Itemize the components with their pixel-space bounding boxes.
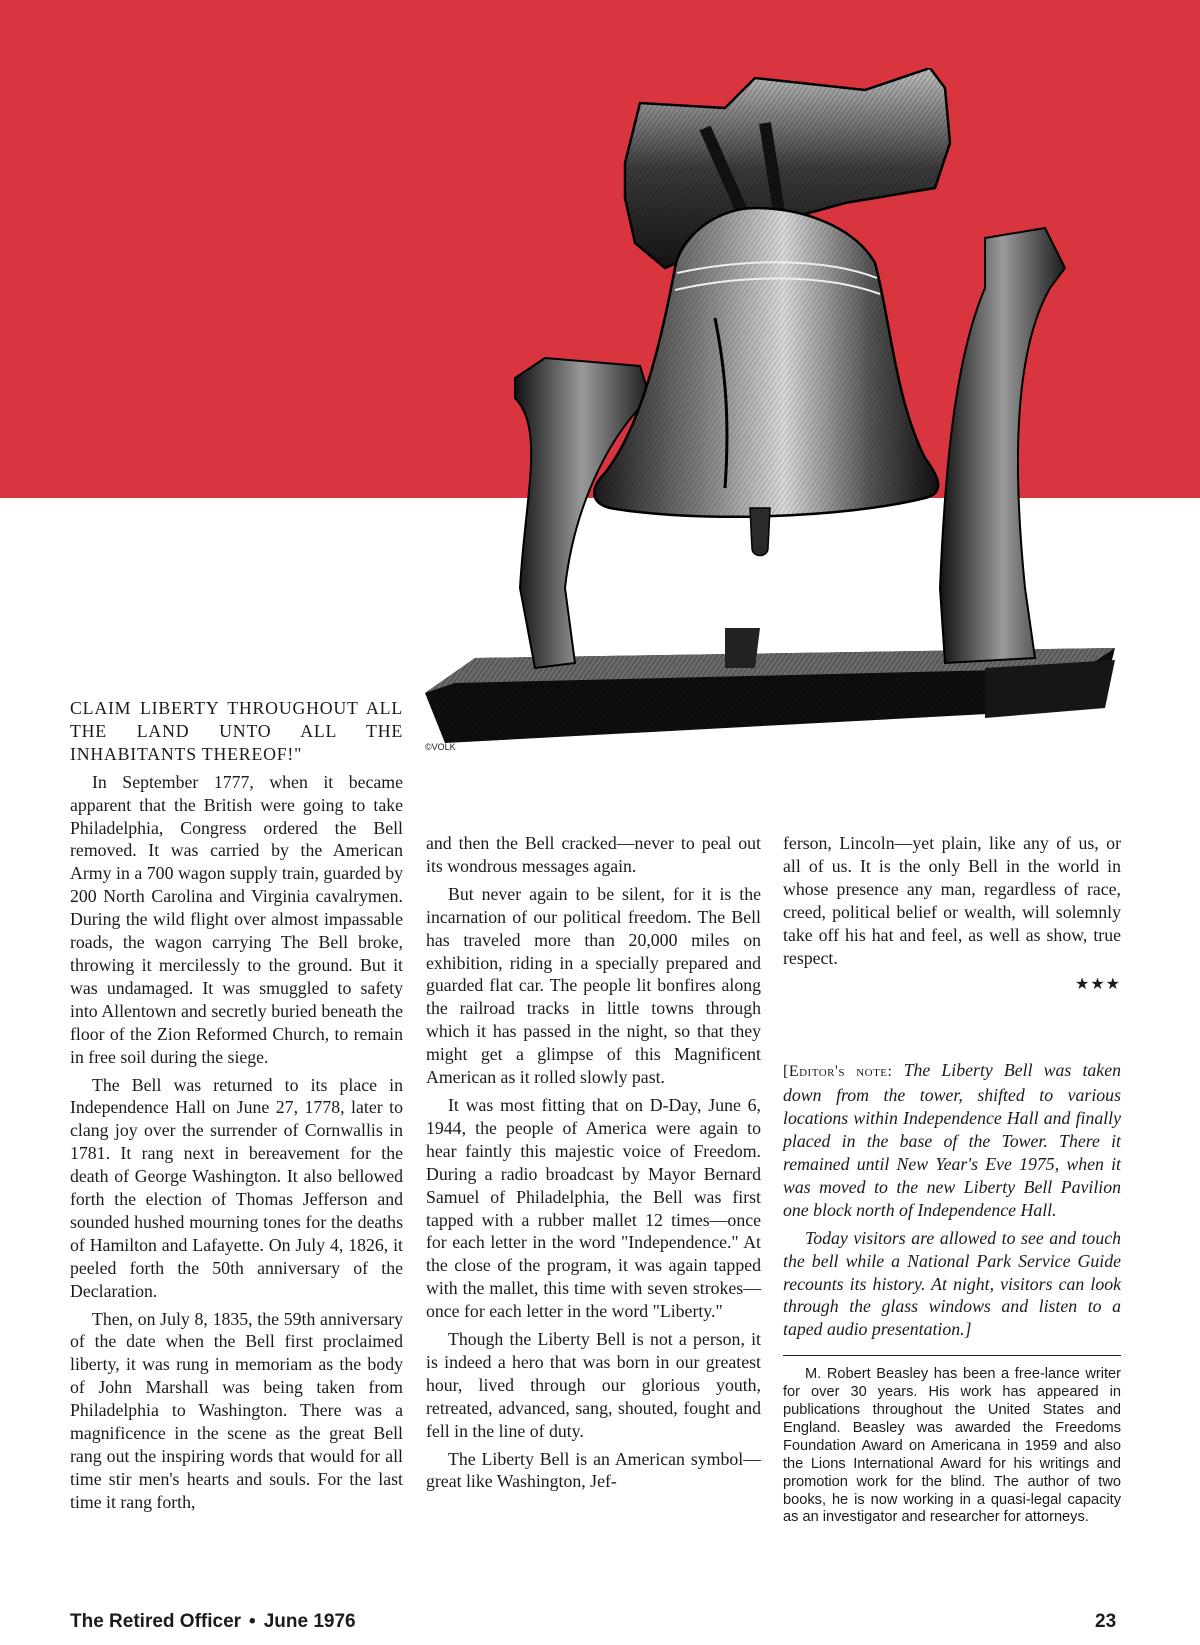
paragraph: It was most fitting that on D-Day, June 6, 1944, the people of America were again to hear faintly this majestic voice of Freedom. During a radio broadcast by Mayor Bernard Samuel of Philadelphia, the Bell was first tapped with a rubber mallet 12 times—once for each letter in the word "Independence." At the close of the program, it was again tapped with the mallet, this time with seven strokes—once for each letter in the word "Liberty."	[426, 1094, 761, 1322]
author-bio: M. Robert Beasley has been a free-lance writer for over 30 years. His work has appeared in publications throughout the United States and England. Beasley was awarded the Freedoms Foundation Award on Americana in 1959 and also the Lions International Award for his writings and promotion work for the blind. The author of two books, he is now working in a quasi-legal capacity as an investigator and researcher for attorneys.	[783, 1366, 1121, 1526]
editor-note-paragraph: Today visitors are allowed to see and touch the bell while a National Park Service Guide recounts its history. At night, visitors can look through the glass windows and listen to a taped audio presentation.]	[783, 1227, 1121, 1340]
publication-title: The Retired Officer	[70, 1611, 242, 1632]
editor-note	[783, 1059, 1121, 1341]
page-number: 23	[1095, 1611, 1117, 1632]
lead-quote: CLAIM LIBERTY THROUGHOUT ALL THE LAND UNTO ALL THE INHABITANTS THEREOF!"	[70, 698, 403, 764]
issue-date: June 1976	[263, 1611, 356, 1632]
paragraph: Though the Liberty Bell is not a person, it is indeed a hero that was born in our greatest hour, lived through our glorious youth, retreated, advanced, sang, shouted, fought and fell in the line of duty.	[426, 1329, 761, 1441]
paragraph: But never again to be silent, for it is the incarnation of our political freedom. The Bell has traveled more than 20,000 miles on exhibition, riding in a specially prepared and guarded flat car. The people lit bonfires along the railroad tracks in little towns through which it has passed in the night, so that they might get a glimpse of this Magnificent American as it rolled slowly past.	[426, 883, 761, 1088]
editor-note-text: The Liberty Bell was taken down from the tower, shifted to various locations within Independence Hall and finally placed in the base of the Tower. There it remained until New Year's Eve 1975, when it was moved to the new Liberty Bell Pavilion one block north of Independence Hall.	[783, 1060, 1121, 1220]
paragraph: Then, on July 8, 1835, the 59th anniversary of the date when the Bell first proclaimed liberty, it was rung in memoriam as the body of John Marshall was being taken from Philadelphia to Washington. There was a magnificence in the scene as the great Bell rang out the inspiring words that would for all time stir men's hearts and souls. For the last time it rang forth,	[70, 1308, 403, 1512]
paragraph: In September 1777, when it became apparent that the British were going to take Philadelphia, Congress ordered the Bell removed. It was carried by the American Army in a 700 wagon supply train, guarded by 200 North Carolina and Virginia cavalrymen. During the wild flight over almost impassable roads, the wagon carrying The Bell broke, throwing it mercilessly to the ground. But it was undamaged. It was smuggled to safety into Allentown and secretly buried beneath the floor of the Zion Reformed Church, to remain in free soil during the siege.	[70, 771, 403, 1067]
article-column-3	[783, 832, 1121, 1532]
paragraph: and then the Bell cracked—never to peal out its wondrous messages again.	[426, 833, 761, 876]
editor-note-label: [Editor's note:	[783, 1063, 893, 1081]
paragraph: ferson, Lincoln—yet plain, like any of us, or all of us. It is the only Bell in the world in whose presence any man, regardless of race, creed, political belief or wealth, will solemnly take off his hat and feel, as well as show, true respect.	[783, 833, 1121, 968]
bio-divider	[783, 1355, 1121, 1356]
article-column-2	[426, 832, 761, 1498]
liberty-bell-illustration	[425, 68, 1145, 768]
page-footer-publication	[70, 1611, 356, 1633]
paragraph: The Liberty Bell is an American symbol—great like Washington, Jef-	[426, 1448, 761, 1492]
bullet-separator: •	[249, 1611, 256, 1632]
article-column-1	[70, 697, 403, 1519]
end-mark-stars: ★★★	[1074, 976, 1121, 994]
paragraph: The Bell was returned to its place in Independence Hall on June 27, 1778, later to clang joy over the surrender of Cornwallis in 1781. It rang next in bereavement for the death of George Washington. It also bellowed forth the election of Thomas Jefferson and sounded hushed mourning tones for the deaths of Hamilton and Lafayette. On July 4, 1826, it peeled forth the 50th anniversary of the Declaration.	[70, 1074, 403, 1301]
illustration-credit: ©VOLK	[425, 742, 456, 752]
